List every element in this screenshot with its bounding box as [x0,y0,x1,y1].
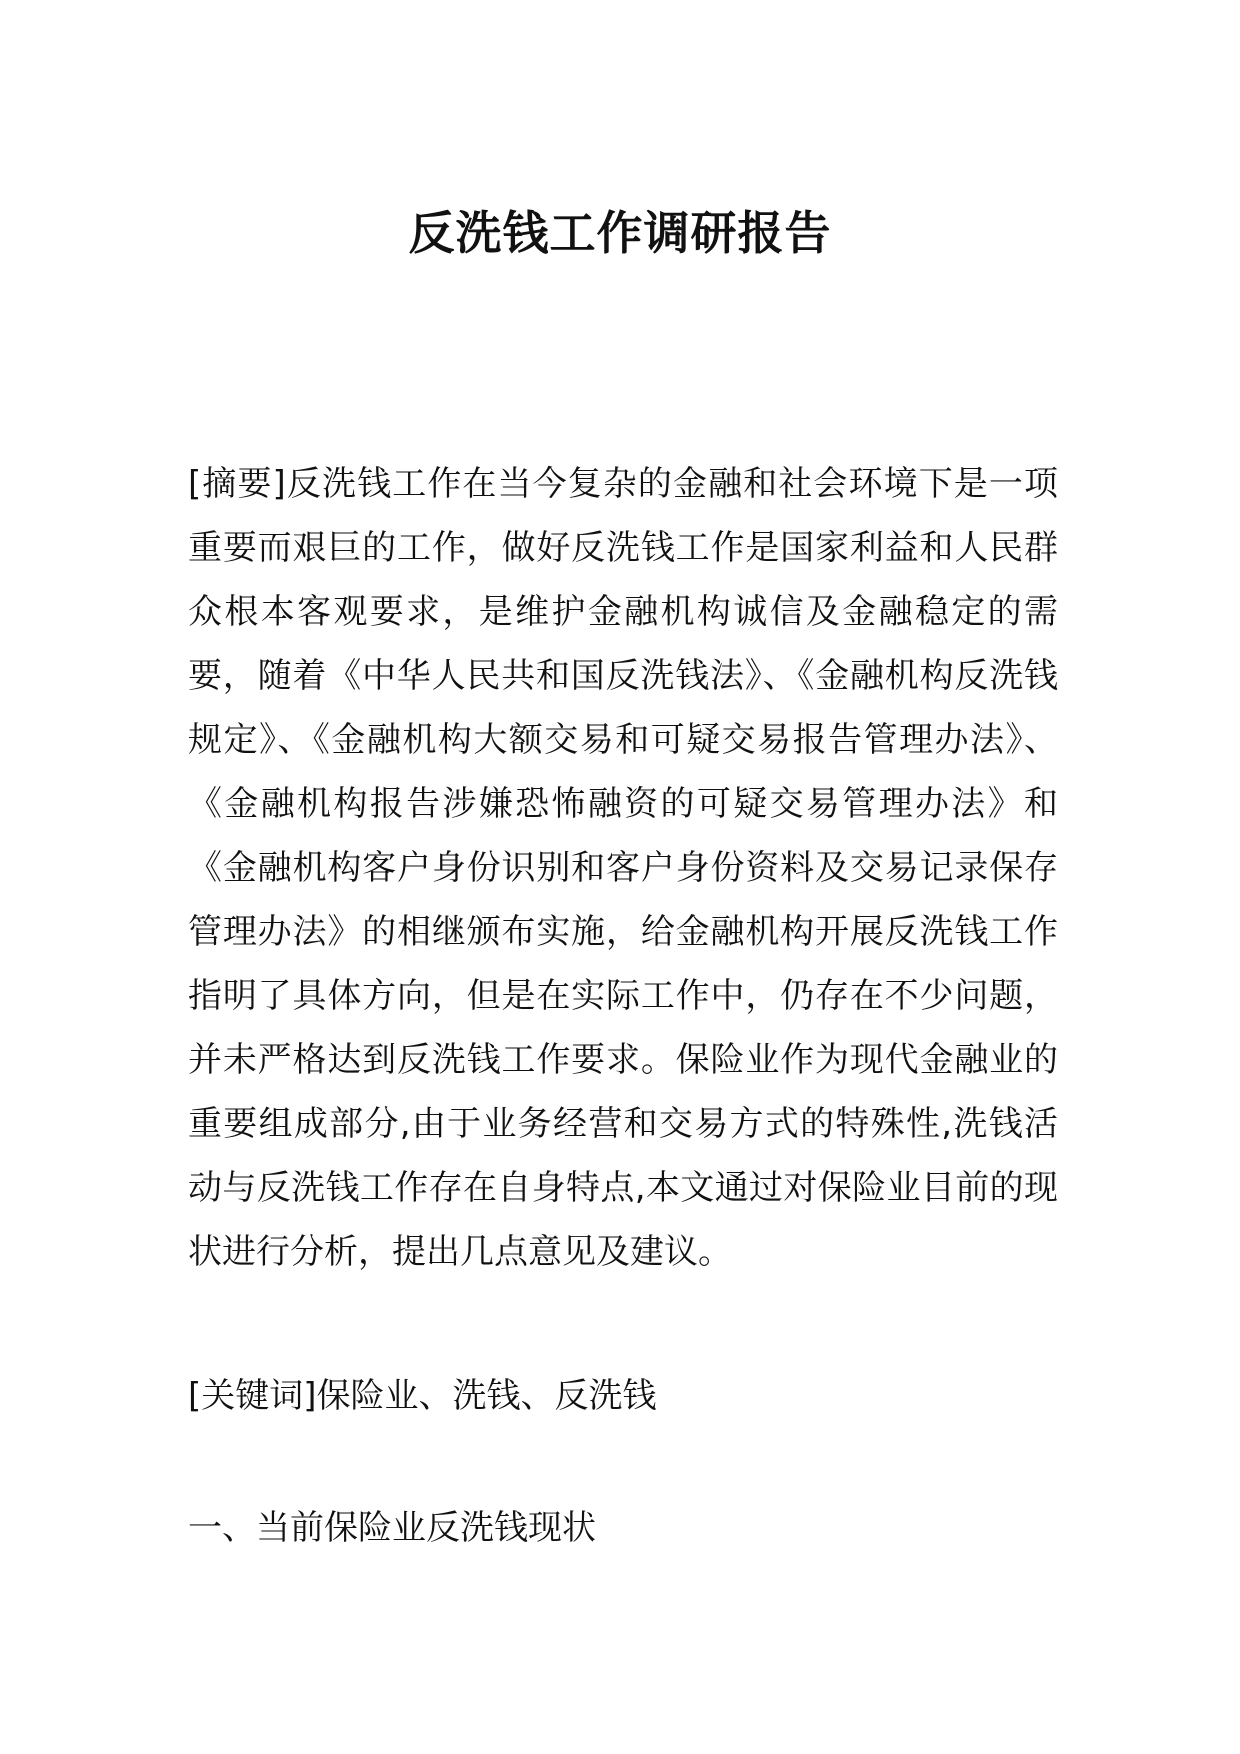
keywords-line: [关键词]保险业、洗钱、反洗钱 [188,1376,657,1416]
document-title: 反洗钱工作调研报告 [408,206,832,260]
abstract-paragraph: [摘要]反洗钱工作在当今复杂的金融和社会环境下是一项重要而艰巨的工作，做好反洗钱工作是国家利益和人民群众根本客观要求，是维护金融机构诚信及金融稳定的需要，随着《中华人民共和国反洗钱法》、《金融机构反洗钱规定》、《金融机构大额交易和可疑交易报告管理办法》、《金融机构报告涉嫌恐怖融资的可疑交易管理办法》和《金融机构客户身份识别和客户身份资料及交易记录保存管理办法》的相继颁布实施，给金融机构开展反洗钱工作指明了具体方向，但是在实际工作中，仍存在不少问题，并未严格达到反洗钱工作要求。保险业作为现代金融业的重要组成部分,由于业务经营和交易方式的特殊性,洗钱活动与反洗钱工作存在自身特点,本文通过对保险业目前的现状进行分析，提出几点意见及建议。 [188,464,1058,1272]
section-heading: 一、当前保险业反洗钱现状 [188,1508,596,1548]
